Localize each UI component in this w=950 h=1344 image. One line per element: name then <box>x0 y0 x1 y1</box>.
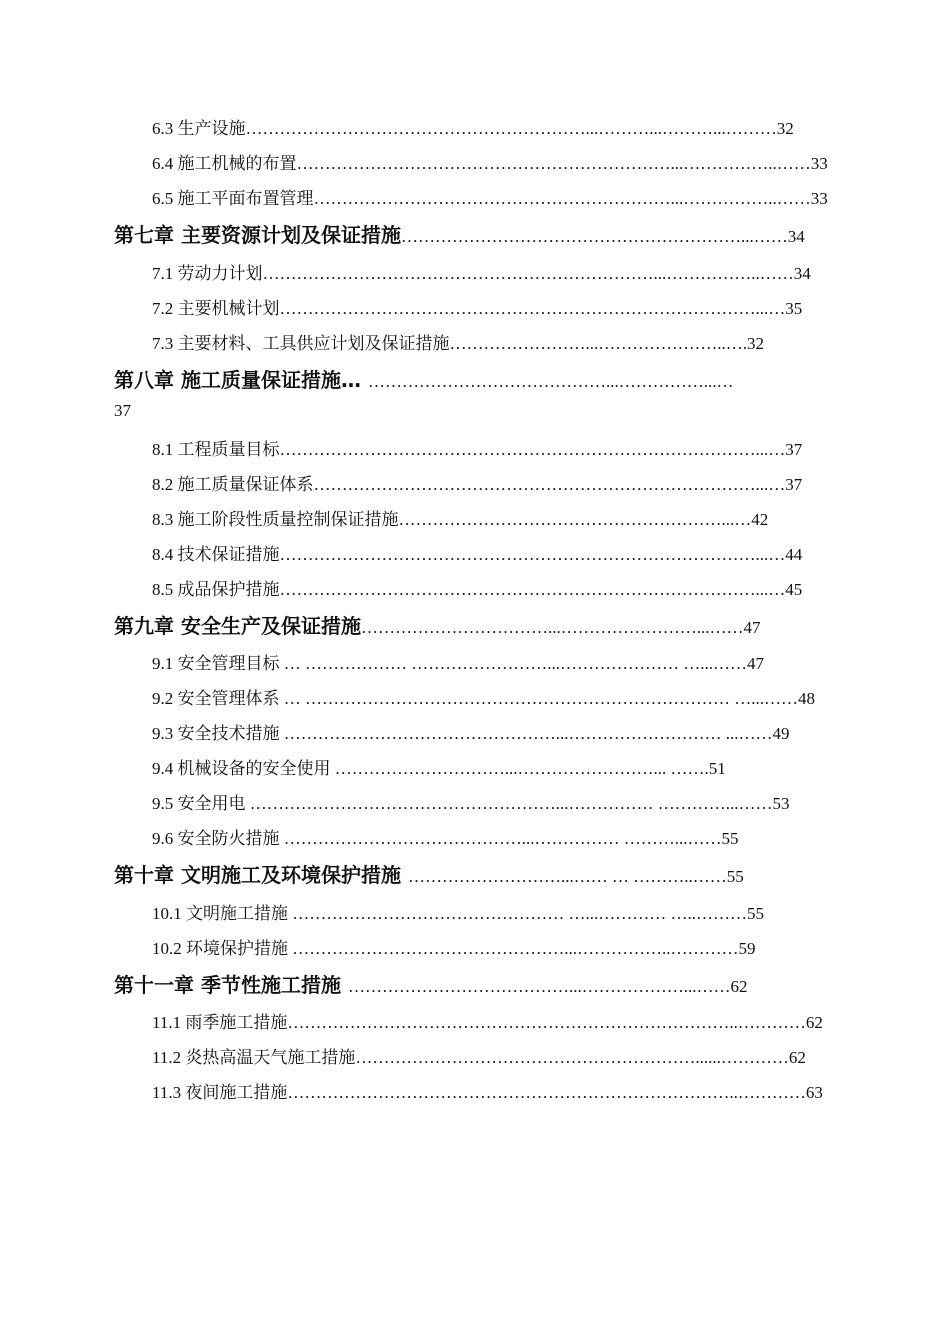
toc-leader: ……………………………………………………………………...… <box>313 475 786 494</box>
toc-entry-8-2[interactable] <box>152 470 852 495</box>
toc-entry-title: 6.4 施工机械的布置 <box>152 154 297 173</box>
toc-page-number: 34 <box>787 227 805 246</box>
toc-page-number: 33 <box>810 154 828 173</box>
toc-page-number: 51 <box>708 759 726 778</box>
toc-page-number: 55 <box>721 829 739 848</box>
toc-entry-11-2[interactable] <box>152 1043 852 1068</box>
toc-entry-title: 7.1 劳动力计划 <box>152 264 263 283</box>
toc-entry-title: 7.2 主要机械计划 <box>152 299 280 318</box>
toc-entry-title: 10.1 文明施工措施 <box>152 904 293 923</box>
toc-chapter-8[interactable] <box>114 364 860 393</box>
toc-leader: ………………………...…… … ………..…… <box>407 867 727 886</box>
toc-entry-title: 9.5 安全用电 <box>152 794 250 813</box>
toc-entry-title: 8.2 施工质量保证体系 <box>152 475 314 494</box>
toc-page-number: 32 <box>747 334 764 353</box>
toc-entry-title: 8.1 工程质量目标 <box>152 440 280 459</box>
toc-chapter-9[interactable] <box>114 610 860 639</box>
toc-entry-8-1[interactable] <box>152 435 852 460</box>
toc-leader: ……………………………………...……………...… <box>367 372 734 391</box>
toc-chapter-title: 第十一章 季节性施工措施 <box>114 973 348 997</box>
toc-page-number: 33 <box>810 189 828 208</box>
toc-entry-title: 6.5 施工平面布置管理 <box>152 189 314 208</box>
toc-entry-8-3[interactable] <box>152 505 852 530</box>
toc-leader: ……………………………………………………...…… <box>400 227 788 246</box>
toc-entry-title: 11.2 炎热高温天气施工措施 <box>152 1048 356 1067</box>
toc-leader: ……………………………………………………………………..………… <box>287 1013 806 1032</box>
toc-page-number: 47 <box>743 618 761 637</box>
toc-page-number: 59 <box>738 939 756 958</box>
toc-leader: ……………………………………………………………...……………..…… <box>262 264 794 283</box>
toc-entry-title: 9.4 机械设备的安全使用 <box>152 759 335 778</box>
toc-entry-11-3[interactable] <box>152 1078 852 1103</box>
toc-entry-9-3[interactable] <box>152 719 852 744</box>
toc-chapter-title: 第十章 文明施工及环境保护措施 <box>114 863 408 887</box>
toc-leader: …………………………………...………………...…… <box>347 977 731 996</box>
toc-leader: ………………………………………… …...………… …..……… <box>292 904 747 923</box>
toc-page-number: 48 <box>798 689 815 708</box>
toc-page-number: 49 <box>772 724 790 743</box>
toc-chapter-11[interactable] <box>114 969 860 998</box>
toc-page-number: 45 <box>785 580 803 599</box>
toc-entry-title: 11.3 夜间施工措施 <box>152 1083 288 1102</box>
toc-entry-title: 8.5 成品保护措施 <box>152 580 280 599</box>
toc-leader: ……………………………………………………...………...………...……… <box>245 119 777 138</box>
toc-entry-9-2[interactable] <box>152 684 852 709</box>
toc-entry-title: 9.2 安全管理体系 … <box>152 689 305 708</box>
toc-page-number: 53 <box>772 794 790 813</box>
toc-page-number: 62 <box>805 1013 823 1032</box>
toc-entry-9-4[interactable] <box>152 754 852 779</box>
toc-entry-title: 7.3 主要材料、工具供应计划及保证措施 <box>152 334 450 353</box>
toc-entry-7-1[interactable] <box>152 259 852 284</box>
toc-page-number: 55 <box>726 867 744 886</box>
toc-page-number: 44 <box>785 545 803 564</box>
toc-leader: …………………………………………...……………..………… <box>292 939 739 958</box>
toc-entry-8-4[interactable] <box>152 540 852 565</box>
toc-leader: ………………………………………………...…………… …………...…… <box>249 794 773 813</box>
toc-leader: …………………………………………………………………………...… <box>279 580 786 599</box>
toc-page-number: 35 <box>785 299 803 318</box>
toc-entry-title: 8.3 施工阶段性质量控制保证措施 <box>152 510 399 529</box>
toc-entry-9-1[interactable] <box>152 649 852 674</box>
toc-page-number: 62 <box>730 977 748 996</box>
toc-entry-10-1[interactable] <box>152 899 852 924</box>
toc-entry-9-5[interactable] <box>152 789 852 814</box>
toc-leader: …………………………………………………………………………...… <box>279 545 786 564</box>
toc-leader: ……………………...…………………..…. <box>449 334 747 353</box>
toc-page-number: 32 <box>776 119 794 138</box>
toc-page-number: 34 <box>793 264 811 283</box>
toc-entry-title: 9.1 安全管理目标 … <box>152 654 305 673</box>
toc-leader: ……………………………………………………......………… <box>355 1048 789 1067</box>
toc-entry-title: 9.6 安全防火措施 <box>152 829 284 848</box>
toc-page-number: 37 <box>785 475 803 494</box>
toc-leader: …………………………………………………………...……………..…… <box>296 154 811 173</box>
toc-page-number: 42 <box>751 510 769 529</box>
toc-entry-7-3[interactable] <box>152 329 852 354</box>
toc-page-number: 62 <box>788 1048 806 1067</box>
toc-page-number: 47 <box>747 654 764 673</box>
toc-entry-8-5[interactable] <box>152 575 852 600</box>
toc-leader: …………………………...……………………... ……. <box>334 759 709 778</box>
toc-leader: ………………………………………………………………… …...…… <box>305 689 798 708</box>
toc-entry-10-2[interactable] <box>152 934 852 959</box>
toc-entry-7-2[interactable] <box>152 294 852 319</box>
toc-chapter-10[interactable] <box>114 859 860 888</box>
toc-entry-title: 6.3 生产设施 <box>152 119 246 138</box>
toc-leader: …………………………………………………...… <box>398 510 752 529</box>
toc-chapter-title: 第七章 主要资源计划及保证措施 <box>114 223 401 247</box>
toc-chapter-title: 第八章 施工质量保证措施… <box>114 368 368 392</box>
toc-leader: ……………………………………...…………… ………...…… <box>283 829 722 848</box>
toc-entry-11-1[interactable] <box>152 1008 852 1033</box>
toc-leader: ………………………………………………………...……………..…… <box>313 189 811 208</box>
toc-entry-title: 8.4 技术保证措施 <box>152 545 280 564</box>
toc-entry-6-5[interactable] <box>152 184 852 209</box>
toc-page-number: 55 <box>747 904 764 923</box>
toc-leader: …………………………………………………………………………...… <box>279 299 786 318</box>
toc-leader: ……………………………...……………………...…… <box>360 618 744 637</box>
toc-leader: ……………………………………………………………………..………… <box>287 1083 806 1102</box>
toc-page-number: 63 <box>805 1083 823 1102</box>
toc-entry-6-4[interactable] <box>152 149 852 174</box>
toc-page-number: 37 <box>785 440 803 459</box>
toc-entry-title: 10.2 环境保护措施 <box>152 939 293 958</box>
toc-entry-6-3[interactable] <box>152 114 852 139</box>
toc-chapter-7[interactable] <box>114 219 860 248</box>
toc-entry-title: 11.1 雨季施工措施 <box>152 1013 288 1032</box>
toc-entry-title: 9.3 安全技术措施 <box>152 724 284 743</box>
toc-leader: ……………… ……………………...………………… …...…… <box>305 654 747 673</box>
toc-page-number-wrapped: 37 <box>114 401 131 420</box>
toc-chapter-title: 第九章 安全生产及保证措施 <box>114 614 361 638</box>
toc-leader: …………………………………………...……………………… ...…… <box>283 724 773 743</box>
toc-leader: …………………………………………………………………………...… <box>279 440 786 459</box>
toc-entry-9-6[interactable] <box>152 824 852 849</box>
